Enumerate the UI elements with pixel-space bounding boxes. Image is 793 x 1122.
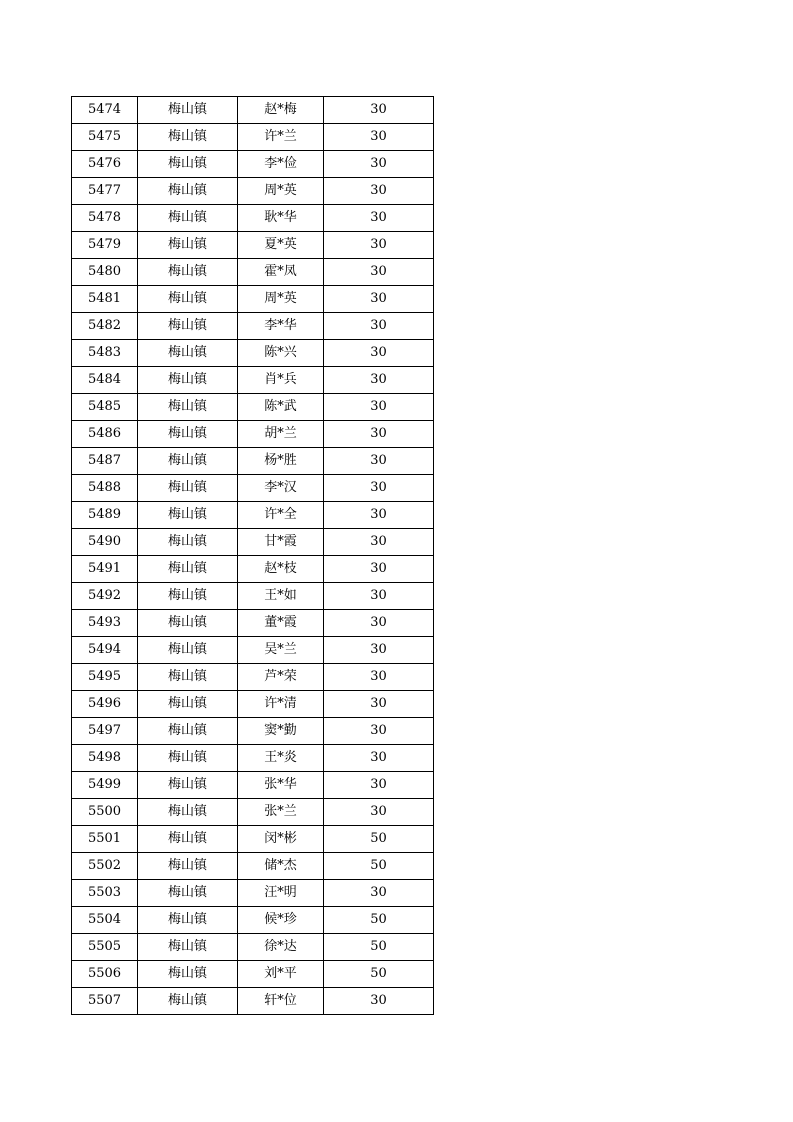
cell-amount: 30 [324,610,434,637]
cell-name: 赵*枝 [238,556,324,583]
cell-name: 吴*兰 [238,637,324,664]
cell-amount: 30 [324,313,434,340]
cell-name: 许*清 [238,691,324,718]
cell-number: 5482 [72,313,138,340]
table-row [72,394,434,421]
cell-name: 许*全 [238,502,324,529]
table-row [72,934,434,961]
cell-number: 5480 [72,259,138,286]
cell-name: 霍*凤 [238,259,324,286]
cell-name: 闵*彬 [238,826,324,853]
cell-town: 梅山镇 [138,610,238,637]
cell-town: 梅山镇 [138,961,238,988]
cell-amount: 30 [324,718,434,745]
cell-name: 肖*兵 [238,367,324,394]
cell-town: 梅山镇 [138,475,238,502]
cell-number: 5476 [72,151,138,178]
table-row [72,826,434,853]
cell-town: 梅山镇 [138,853,238,880]
cell-amount: 30 [324,556,434,583]
cell-number: 5478 [72,205,138,232]
table-row [72,610,434,637]
table-row [72,637,434,664]
table-row [72,421,434,448]
table-body [72,97,434,1015]
cell-number: 5491 [72,556,138,583]
cell-name: 周*英 [238,286,324,313]
cell-town: 梅山镇 [138,691,238,718]
cell-number: 5479 [72,232,138,259]
cell-name: 汪*明 [238,880,324,907]
cell-amount: 30 [324,97,434,124]
cell-name: 许*兰 [238,124,324,151]
table-row [72,205,434,232]
table-row [72,691,434,718]
cell-town: 梅山镇 [138,340,238,367]
cell-number: 5487 [72,448,138,475]
cell-name: 储*杰 [238,853,324,880]
cell-amount: 30 [324,529,434,556]
cell-town: 梅山镇 [138,124,238,151]
cell-name: 李*俭 [238,151,324,178]
cell-amount: 30 [324,583,434,610]
cell-number: 5507 [72,988,138,1015]
table-row [72,124,434,151]
cell-name: 轩*位 [238,988,324,1015]
cell-town: 梅山镇 [138,988,238,1015]
table-row [72,988,434,1015]
cell-town: 梅山镇 [138,205,238,232]
cell-number: 5494 [72,637,138,664]
cell-number: 5492 [72,583,138,610]
cell-name: 赵*梅 [238,97,324,124]
cell-number: 5477 [72,178,138,205]
cell-number: 5499 [72,772,138,799]
cell-town: 梅山镇 [138,502,238,529]
cell-name: 耿*华 [238,205,324,232]
cell-number: 5502 [72,853,138,880]
cell-amount: 50 [324,961,434,988]
cell-name: 王*如 [238,583,324,610]
table-row [72,232,434,259]
cell-number: 5493 [72,610,138,637]
table-row [72,340,434,367]
cell-amount: 30 [324,448,434,475]
table-row [72,772,434,799]
cell-town: 梅山镇 [138,178,238,205]
table-row [72,448,434,475]
cell-number: 5490 [72,529,138,556]
cell-name: 甘*霞 [238,529,324,556]
cell-number: 5486 [72,421,138,448]
cell-amount: 30 [324,637,434,664]
cell-town: 梅山镇 [138,421,238,448]
cell-amount: 30 [324,340,434,367]
cell-number: 5501 [72,826,138,853]
cell-amount: 30 [324,988,434,1015]
cell-town: 梅山镇 [138,934,238,961]
cell-name: 李*汉 [238,475,324,502]
cell-name: 窦*勤 [238,718,324,745]
table-row [72,961,434,988]
cell-amount: 30 [324,367,434,394]
cell-name: 王*炎 [238,745,324,772]
cell-number: 5497 [72,718,138,745]
cell-town: 梅山镇 [138,799,238,826]
data-table [71,96,434,1015]
cell-number: 5503 [72,880,138,907]
cell-town: 梅山镇 [138,583,238,610]
table-row [72,718,434,745]
table-row [72,178,434,205]
cell-name: 陈*武 [238,394,324,421]
cell-amount: 30 [324,151,434,178]
cell-name: 李*华 [238,313,324,340]
cell-town: 梅山镇 [138,232,238,259]
table-row [72,556,434,583]
cell-town: 梅山镇 [138,556,238,583]
cell-amount: 30 [324,421,434,448]
cell-amount: 30 [324,664,434,691]
table-row [72,799,434,826]
cell-amount: 30 [324,772,434,799]
table-row [72,286,434,313]
cell-name: 董*霞 [238,610,324,637]
cell-number: 5475 [72,124,138,151]
cell-number: 5483 [72,340,138,367]
cell-amount: 30 [324,124,434,151]
table-row [72,313,434,340]
cell-name: 胡*兰 [238,421,324,448]
cell-amount: 30 [324,691,434,718]
cell-amount: 30 [324,475,434,502]
cell-name: 周*英 [238,178,324,205]
cell-name: 徐*达 [238,934,324,961]
cell-amount: 30 [324,205,434,232]
cell-number: 5488 [72,475,138,502]
cell-town: 梅山镇 [138,259,238,286]
cell-town: 梅山镇 [138,637,238,664]
cell-town: 梅山镇 [138,772,238,799]
cell-amount: 30 [324,745,434,772]
cell-name: 刘*平 [238,961,324,988]
cell-number: 5484 [72,367,138,394]
cell-town: 梅山镇 [138,367,238,394]
table-row [72,664,434,691]
cell-amount: 30 [324,232,434,259]
table-row [72,853,434,880]
table-row [72,97,434,124]
cell-name: 杨*胜 [238,448,324,475]
table-row [72,745,434,772]
cell-number: 5485 [72,394,138,421]
cell-number: 5474 [72,97,138,124]
cell-name: 芦*荣 [238,664,324,691]
cell-amount: 50 [324,853,434,880]
cell-name: 陈*兴 [238,340,324,367]
cell-amount: 50 [324,826,434,853]
cell-number: 5506 [72,961,138,988]
cell-town: 梅山镇 [138,880,238,907]
table-row [72,583,434,610]
table-row [72,502,434,529]
cell-town: 梅山镇 [138,313,238,340]
cell-amount: 30 [324,286,434,313]
cell-number: 5495 [72,664,138,691]
cell-town: 梅山镇 [138,448,238,475]
cell-amount: 30 [324,880,434,907]
cell-number: 5498 [72,745,138,772]
cell-town: 梅山镇 [138,97,238,124]
cell-town: 梅山镇 [138,826,238,853]
cell-amount: 30 [324,259,434,286]
cell-town: 梅山镇 [138,286,238,313]
cell-number: 5489 [72,502,138,529]
cell-town: 梅山镇 [138,664,238,691]
cell-amount: 30 [324,178,434,205]
cell-amount: 30 [324,502,434,529]
cell-name: 张*华 [238,772,324,799]
cell-number: 5504 [72,907,138,934]
cell-town: 梅山镇 [138,151,238,178]
cell-name: 候*珍 [238,907,324,934]
cell-town: 梅山镇 [138,718,238,745]
cell-town: 梅山镇 [138,394,238,421]
cell-number: 5496 [72,691,138,718]
cell-town: 梅山镇 [138,529,238,556]
table-row [72,367,434,394]
table-row [72,907,434,934]
cell-amount: 30 [324,799,434,826]
cell-number: 5500 [72,799,138,826]
table-row [72,259,434,286]
cell-name: 张*兰 [238,799,324,826]
cell-amount: 30 [324,394,434,421]
cell-number: 5481 [72,286,138,313]
cell-amount: 50 [324,934,434,961]
cell-town: 梅山镇 [138,745,238,772]
table-row [72,529,434,556]
cell-name: 夏*英 [238,232,324,259]
table-row [72,475,434,502]
cell-town: 梅山镇 [138,907,238,934]
cell-amount: 50 [324,907,434,934]
table-row [72,151,434,178]
cell-number: 5505 [72,934,138,961]
table-row [72,880,434,907]
